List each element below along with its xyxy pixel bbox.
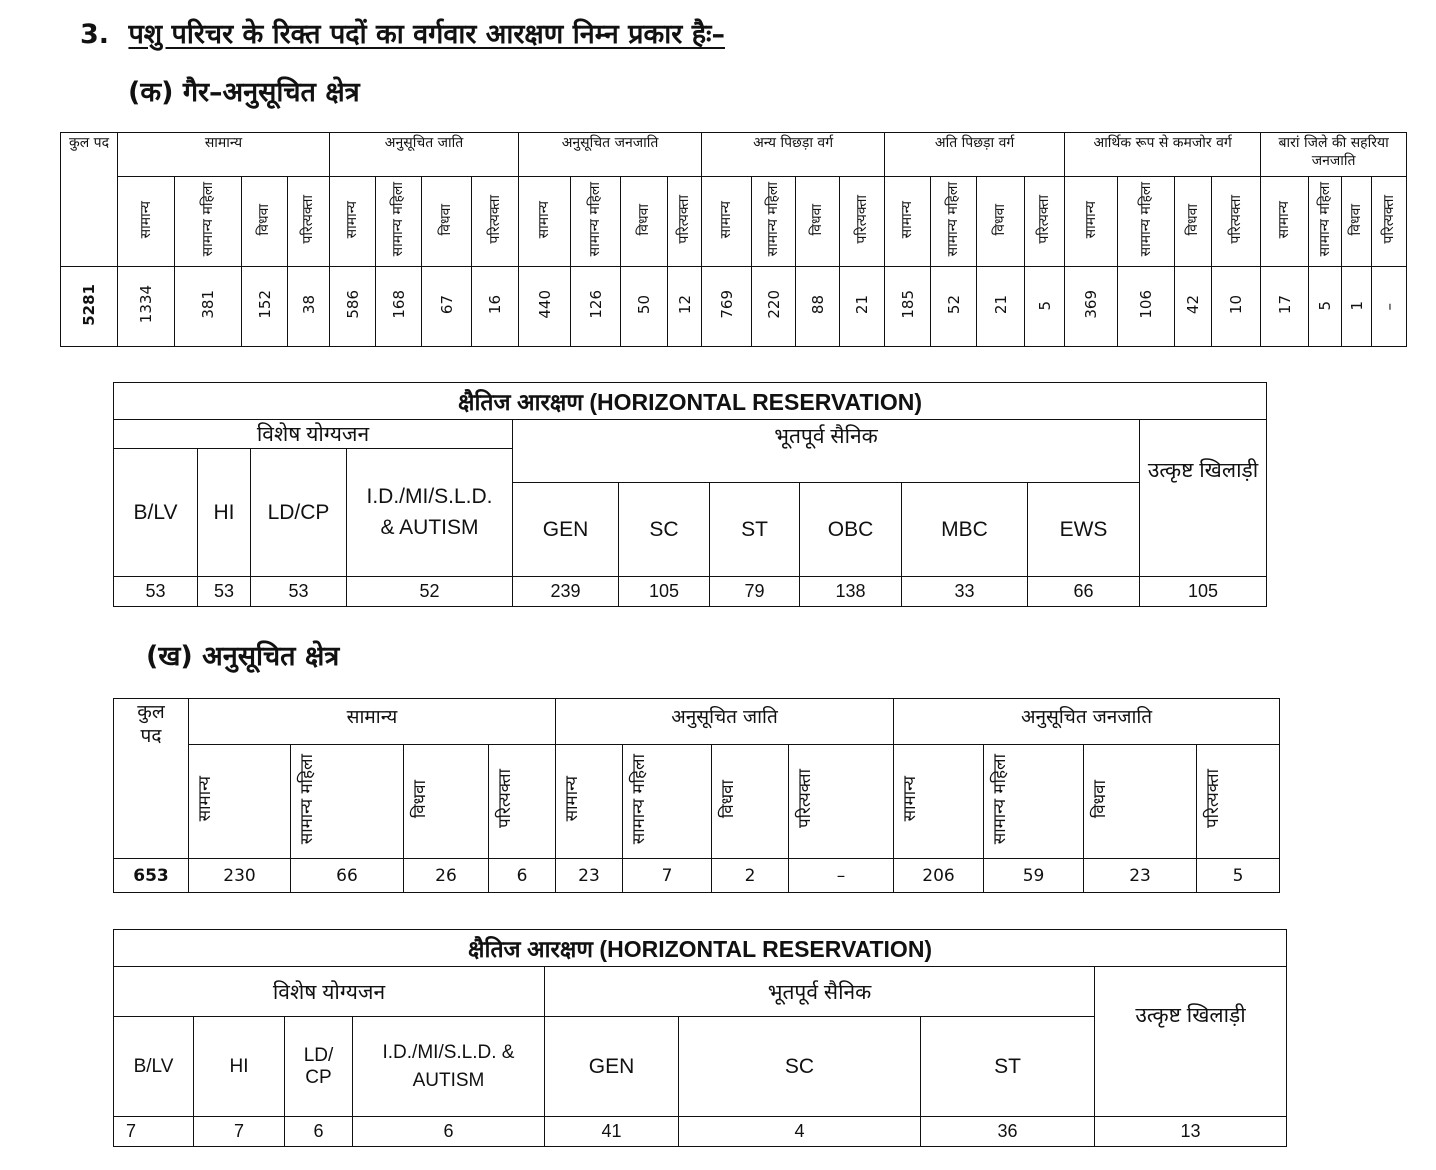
sub-column-label-b: परित्यक्ता (495, 769, 515, 829)
ex-servicemen-label: भूतपूर्व सैनिक (513, 420, 1140, 483)
table-cell-b: 2 (712, 859, 789, 893)
table-cell (376, 267, 422, 347)
reservation-value: 239 (513, 577, 619, 607)
sub-column-header-b (1197, 745, 1280, 859)
reservation-value: 33 (902, 577, 1028, 607)
table-cell (118, 267, 175, 347)
group-header: अति पिछड़ा वर्ग (885, 133, 1065, 177)
sub-column-label: परित्यक्ता (300, 195, 317, 244)
total-posts-value (61, 267, 118, 347)
sub-column-header (1118, 177, 1175, 267)
reservation-value: 53 (198, 577, 251, 607)
sub-column-header (376, 177, 422, 267)
cell-value: 21 (853, 294, 872, 315)
cell-value: 220 (764, 290, 783, 319)
sub-column-header (1065, 177, 1118, 267)
sub-column-header (1372, 177, 1407, 267)
table-cell-b: 66 (291, 859, 404, 893)
table-cell-b: 206 (894, 859, 984, 893)
sub-column-header-b (489, 745, 556, 859)
sub-column-header (1025, 177, 1065, 267)
sub-column-header-b (291, 745, 404, 859)
sub-column-label-b: सामान्य (562, 776, 582, 822)
sub-column-label: सामान्य महिला (587, 182, 604, 257)
sub-column-header (702, 177, 752, 267)
cell-value: 67 (437, 294, 456, 315)
reservation-value: 66 (1028, 577, 1140, 607)
total-posts-value-b: 653 (114, 859, 189, 893)
col-sc: SC (619, 483, 710, 577)
sub-column-header-b (404, 745, 489, 859)
table-cell (885, 267, 931, 347)
cell-value: – (1380, 303, 1399, 311)
reservation-value: 53 (251, 577, 347, 607)
cell-value: 10 (1227, 294, 1246, 315)
cell-value: 381 (199, 290, 217, 319)
sub-column-header-b (984, 745, 1084, 859)
sub-column-header-b (789, 745, 894, 859)
group-header: आर्थिक रूप से कमजोर वर्ग (1065, 133, 1261, 177)
table-cell (175, 267, 242, 347)
col-st-b: ST (921, 1017, 1095, 1117)
table-cell-b: 23 (556, 859, 623, 893)
sub-column-label: सामान्य (137, 200, 154, 239)
cell-value: 126 (586, 290, 605, 319)
sub-column-label-b: सामान्य (195, 776, 215, 822)
cell-value: 21 (991, 294, 1010, 315)
sub-column-label: सामान्य महिला (199, 182, 216, 257)
sub-column-header (1212, 177, 1261, 267)
sub-column-header-b (556, 745, 623, 859)
cell-value: 769 (717, 290, 736, 319)
table-cell (702, 267, 752, 347)
reservation-value: 138 (800, 577, 902, 607)
table-cell (1175, 267, 1212, 347)
col-id-autism: I.D./MI/S.L.D. & AUTISM (347, 449, 513, 577)
sub-column-header (1309, 177, 1342, 267)
sub-column-label: विधवा (438, 203, 455, 236)
cell-value: 50 (635, 294, 654, 315)
sub-column-header-b (1084, 745, 1197, 859)
sub-column-header (977, 177, 1025, 267)
reservation-value: 53 (114, 577, 198, 607)
reservation-value-b: 4 (679, 1117, 921, 1147)
sub-column-label: परित्यक्ता (676, 195, 693, 244)
table-cell (330, 267, 376, 347)
col-sc-b: SC (679, 1017, 921, 1117)
table-cell (472, 267, 519, 347)
cell-value: 185 (898, 290, 917, 319)
sub-column-header (1342, 177, 1372, 267)
table-cell (1025, 267, 1065, 347)
sub-column-label: परित्यक्ता (1380, 195, 1397, 244)
cell-value: 38 (299, 294, 318, 315)
sub-column-header (668, 177, 702, 267)
sub-column-label-b: सामान्य महिला (297, 753, 317, 845)
table-cell (1212, 267, 1261, 347)
sub-column-label: सामान्य (536, 200, 553, 239)
col-hi-b: HI (194, 1017, 285, 1117)
table-cell-b: 26 (404, 859, 489, 893)
sub-column-header (621, 177, 668, 267)
cell-value: 52 (944, 294, 963, 315)
col-ews: EWS (1028, 483, 1140, 577)
sub-column-label: सामान्य महिला (390, 182, 407, 257)
cell-value: 42 (1184, 294, 1203, 315)
sub-column-header (840, 177, 885, 267)
cell-value: 369 (1082, 290, 1101, 319)
table-cell (422, 267, 472, 347)
cell-value: 12 (675, 294, 694, 315)
sub-column-header-b (623, 745, 712, 859)
horizontal-title: क्षैतिज आरक्षण (HORIZONTAL RESERVATION) (114, 383, 1267, 420)
table-cell (1342, 267, 1372, 347)
special-abled-label-b: विशेष योग्यजन (114, 967, 545, 1017)
sub-column-header (288, 177, 330, 267)
sub-column-label: परित्यक्ता (1227, 195, 1244, 244)
sub-column-header (422, 177, 472, 267)
sub-column-header (571, 177, 621, 267)
sub-column-header-b (894, 745, 984, 859)
reservation-value: 105 (619, 577, 710, 607)
sub-column-label: सामान्य महिला (945, 182, 962, 257)
cell-value: 16 (486, 294, 505, 315)
col-id-autism-b: I.D./MI/S.L.D. & AUTISM (353, 1017, 545, 1117)
group-header: अन्य पिछड़ा वर्ग (702, 133, 885, 177)
reservation-value-b: 13 (1095, 1117, 1287, 1147)
col-ldcp-b: LD/ CP (285, 1017, 353, 1117)
category-table-a (60, 132, 1407, 347)
total-posts-text: 5281 (80, 283, 98, 326)
sub-column-label: परित्यक्ता (486, 195, 503, 244)
table-cell (931, 267, 977, 347)
cell-value: 106 (1137, 290, 1156, 319)
table-cell (288, 267, 330, 347)
reservation-value-b: 6 (285, 1117, 353, 1147)
table-cell (242, 267, 288, 347)
sub-column-label: सामान्य (718, 200, 735, 239)
sub-column-label: परित्यक्ता (1036, 195, 1053, 244)
reservation-value: 105 (1140, 577, 1267, 607)
table-cell (571, 267, 621, 347)
group-header: सामान्य (118, 133, 330, 177)
cell-value: 440 (535, 290, 554, 319)
reservation-value-b: 7 (194, 1117, 285, 1147)
sub-column-label-b: परित्यक्ता (795, 769, 815, 829)
cell-value: 1334 (137, 285, 155, 324)
sub-column-label: सामान्य (899, 200, 916, 239)
sub-column-header-b (712, 745, 789, 859)
sub-column-header (1261, 177, 1309, 267)
sub-column-label-b: सामान्य महिला (629, 753, 649, 845)
table-cell-b: 230 (189, 859, 291, 893)
table-cell (1261, 267, 1309, 347)
sub-column-label-b: सामान्य महिला (990, 753, 1011, 845)
table-cell-b: 59 (984, 859, 1084, 893)
ex-servicemen-label-b: भूतपूर्व सैनिक (545, 967, 1095, 1017)
heading-text: पशु परिचर के रिक्त पदों का वर्गवार आरक्षण निम्न प्रकार हैः– (128, 19, 726, 50)
sub-column-header (330, 177, 376, 267)
sub-column-label: परित्यक्ता (853, 195, 870, 244)
table-cell (752, 267, 796, 347)
sub-column-label: विधवा (1348, 203, 1365, 236)
table-cell-b: 6 (489, 859, 556, 893)
group-header: बारां जिले की सहरिया जनजाति (1261, 133, 1407, 177)
sub-column-label: सामान्य (344, 200, 361, 239)
sub-column-header (752, 177, 796, 267)
sub-column-label: विधवा (1184, 203, 1201, 236)
reservation-value-b: 7 (114, 1117, 194, 1147)
table-cell (1309, 267, 1342, 347)
table-cell (621, 267, 668, 347)
sub-column-header (472, 177, 519, 267)
col-gen: GEN (513, 483, 619, 577)
cell-value: 5 (1035, 300, 1054, 311)
reservation-value: 79 (710, 577, 800, 607)
cell-value: 88 (808, 294, 827, 315)
sub-column-header (931, 177, 977, 267)
table-cell (1118, 267, 1175, 347)
table-cell (840, 267, 885, 347)
table-cell (796, 267, 840, 347)
sub-column-label: सामान्य महिला (1137, 182, 1154, 257)
sub-column-label: सामान्य महिला (1316, 182, 1333, 257)
table-cell-b: – (789, 859, 894, 893)
col-blv: B/LV (114, 449, 198, 577)
table-cell (977, 267, 1025, 347)
sub-column-header (1175, 177, 1212, 267)
table-cell-b: 7 (623, 859, 712, 893)
horizontal-reservation-table-b (113, 929, 1287, 1147)
cell-value: 152 (255, 290, 274, 319)
reservation-value-b: 36 (921, 1117, 1095, 1147)
sub-column-label-b: विधवा (410, 779, 430, 819)
col-hi: HI (198, 449, 251, 577)
table-cell (519, 267, 571, 347)
sub-column-label-b: विधवा (718, 779, 738, 819)
horizontal-title-b: क्षैतिज आरक्षण (HORIZONTAL RESERVATION) (114, 930, 1287, 967)
group-header-b: अनुसूचित जनजाति (894, 699, 1280, 745)
sub-column-label: विधवा (992, 203, 1009, 236)
group-header: अनुसूचित जनजाति (519, 133, 702, 177)
col-st: ST (710, 483, 800, 577)
reservation-value: 52 (347, 577, 513, 607)
col-obc: OBC (800, 483, 902, 577)
reservation-value-b: 41 (545, 1117, 679, 1147)
group-header-b: सामान्य (189, 699, 556, 745)
table-cell-b: 23 (1084, 859, 1197, 893)
sub-column-header (519, 177, 571, 267)
group-header-b: अनुसूचित जाति (556, 699, 894, 745)
sub-column-label-b: विधवा (1090, 779, 1111, 819)
section-b-title: (ख) अनुसूचित क्षेत्र (146, 641, 340, 672)
col-ldcp: LD/CP (251, 449, 347, 577)
cell-value: 168 (389, 290, 408, 319)
sub-column-label: विधवा (635, 203, 652, 236)
sub-column-header (242, 177, 288, 267)
cell-value: 1 (1347, 300, 1366, 311)
col-mbc: MBC (902, 483, 1028, 577)
sub-column-label: सामान्य (1276, 200, 1293, 239)
sub-column-label: सामान्य महिला (765, 182, 782, 257)
total-posts-label-b: कुल पद (114, 699, 189, 859)
horizontal-reservation-table-a (113, 382, 1267, 607)
reservation-value-b: 6 (353, 1117, 545, 1147)
table-cell (1372, 267, 1407, 347)
group-header: अनुसूचित जाति (330, 133, 519, 177)
cell-value: 586 (343, 290, 362, 319)
col-blv-b: B/LV (114, 1017, 194, 1117)
cell-value: 5 (1316, 300, 1335, 311)
special-abled-label: विशेष योग्यजन (114, 420, 513, 449)
sub-column-label-b: परित्यक्ता (1203, 769, 1224, 829)
heading-number: 3. (80, 19, 110, 50)
sub-column-header (118, 177, 175, 267)
col-gen-b: GEN (545, 1017, 679, 1117)
total-posts-label: कुल पद (61, 133, 118, 267)
category-table-b (113, 698, 1280, 893)
table-cell (1065, 267, 1118, 347)
sub-column-label: विधवा (256, 203, 273, 236)
sub-column-label-b: सामान्य (900, 776, 921, 822)
sub-column-header-b (189, 745, 291, 859)
table-cell-b: 5 (1197, 859, 1280, 893)
sports-label-b: उत्कृष्ट खिलाड़ी (1095, 967, 1287, 1117)
cell-value: 17 (1275, 294, 1294, 315)
sub-column-header (796, 177, 840, 267)
section-heading (80, 14, 725, 51)
table-cell (668, 267, 702, 347)
sub-column-label: विधवा (809, 203, 826, 236)
sub-column-label: सामान्य (1082, 200, 1099, 239)
section-a-title: (क) गैर–अनुसूचित क्षेत्र (128, 77, 360, 108)
sub-column-header (175, 177, 242, 267)
sub-column-header (885, 177, 931, 267)
sports-label: उत्कृष्ट खिलाड़ी (1140, 420, 1267, 577)
